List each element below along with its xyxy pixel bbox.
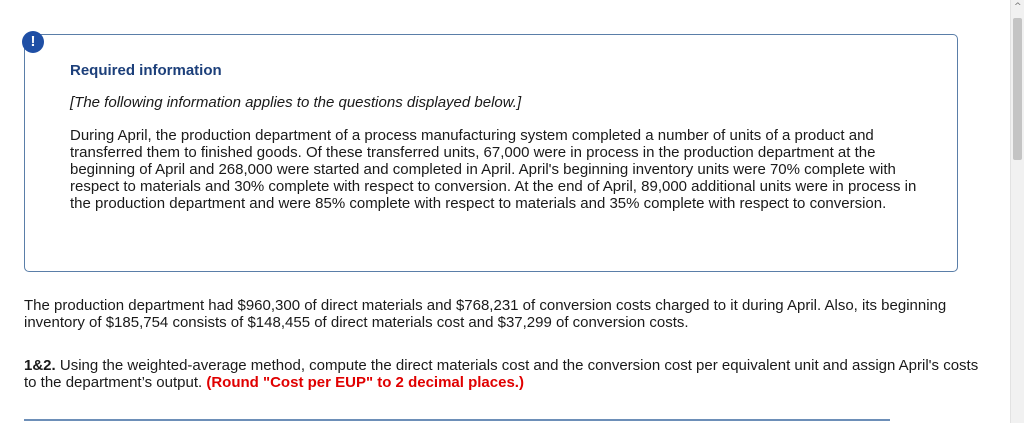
scrollbar-thumb[interactable] <box>1013 18 1022 160</box>
exclamation-icon: ! <box>22 31 44 53</box>
alert-badge-wrap <box>24 26 45 50</box>
scroll-up-arrow-icon[interactable]: ^ <box>1014 2 1022 12</box>
rounding-note: (Round "Cost per EUP" to 2 decimal places.) <box>206 374 524 391</box>
answer-panel-top-border <box>24 419 890 423</box>
info-title: Required information <box>70 62 222 79</box>
info-subtitle: [The following information applies to the questions displayed below.] <box>70 94 522 111</box>
question-paragraph <box>24 357 984 391</box>
question-number: 1&2. <box>24 357 56 374</box>
vertical-scrollbar[interactable] <box>1010 0 1024 423</box>
question-text: Using the weighted-average method, compute the direct materials cost and the conversion cost per equivalent unit and assign April's costs to the department’s output. <box>24 357 979 391</box>
info-body-text: During April, the production department of a process manufacturing system completed a number of units of a product and transferred them to finished goods. Of these transferred units, 67,000 were in process in the production department at the beginning of April and 268,000 were started and completed in April. April's beginning inventory units were 70% complete with respect to materials and 30% complete with respect to conversion. At the end of April, 89,000 additional units were in process in the production department and were 85% complete with respect to materials and 35% complete with respect to conversion. <box>70 127 917 212</box>
costs-paragraph: The production department had $960,300 of direct materials and $768,231 of conversion costs charged to it during April. Also, its beginning inventory of $185,754 consists of $148,455 of direct materials cost and $37,299 of conversion costs. <box>24 297 947 331</box>
